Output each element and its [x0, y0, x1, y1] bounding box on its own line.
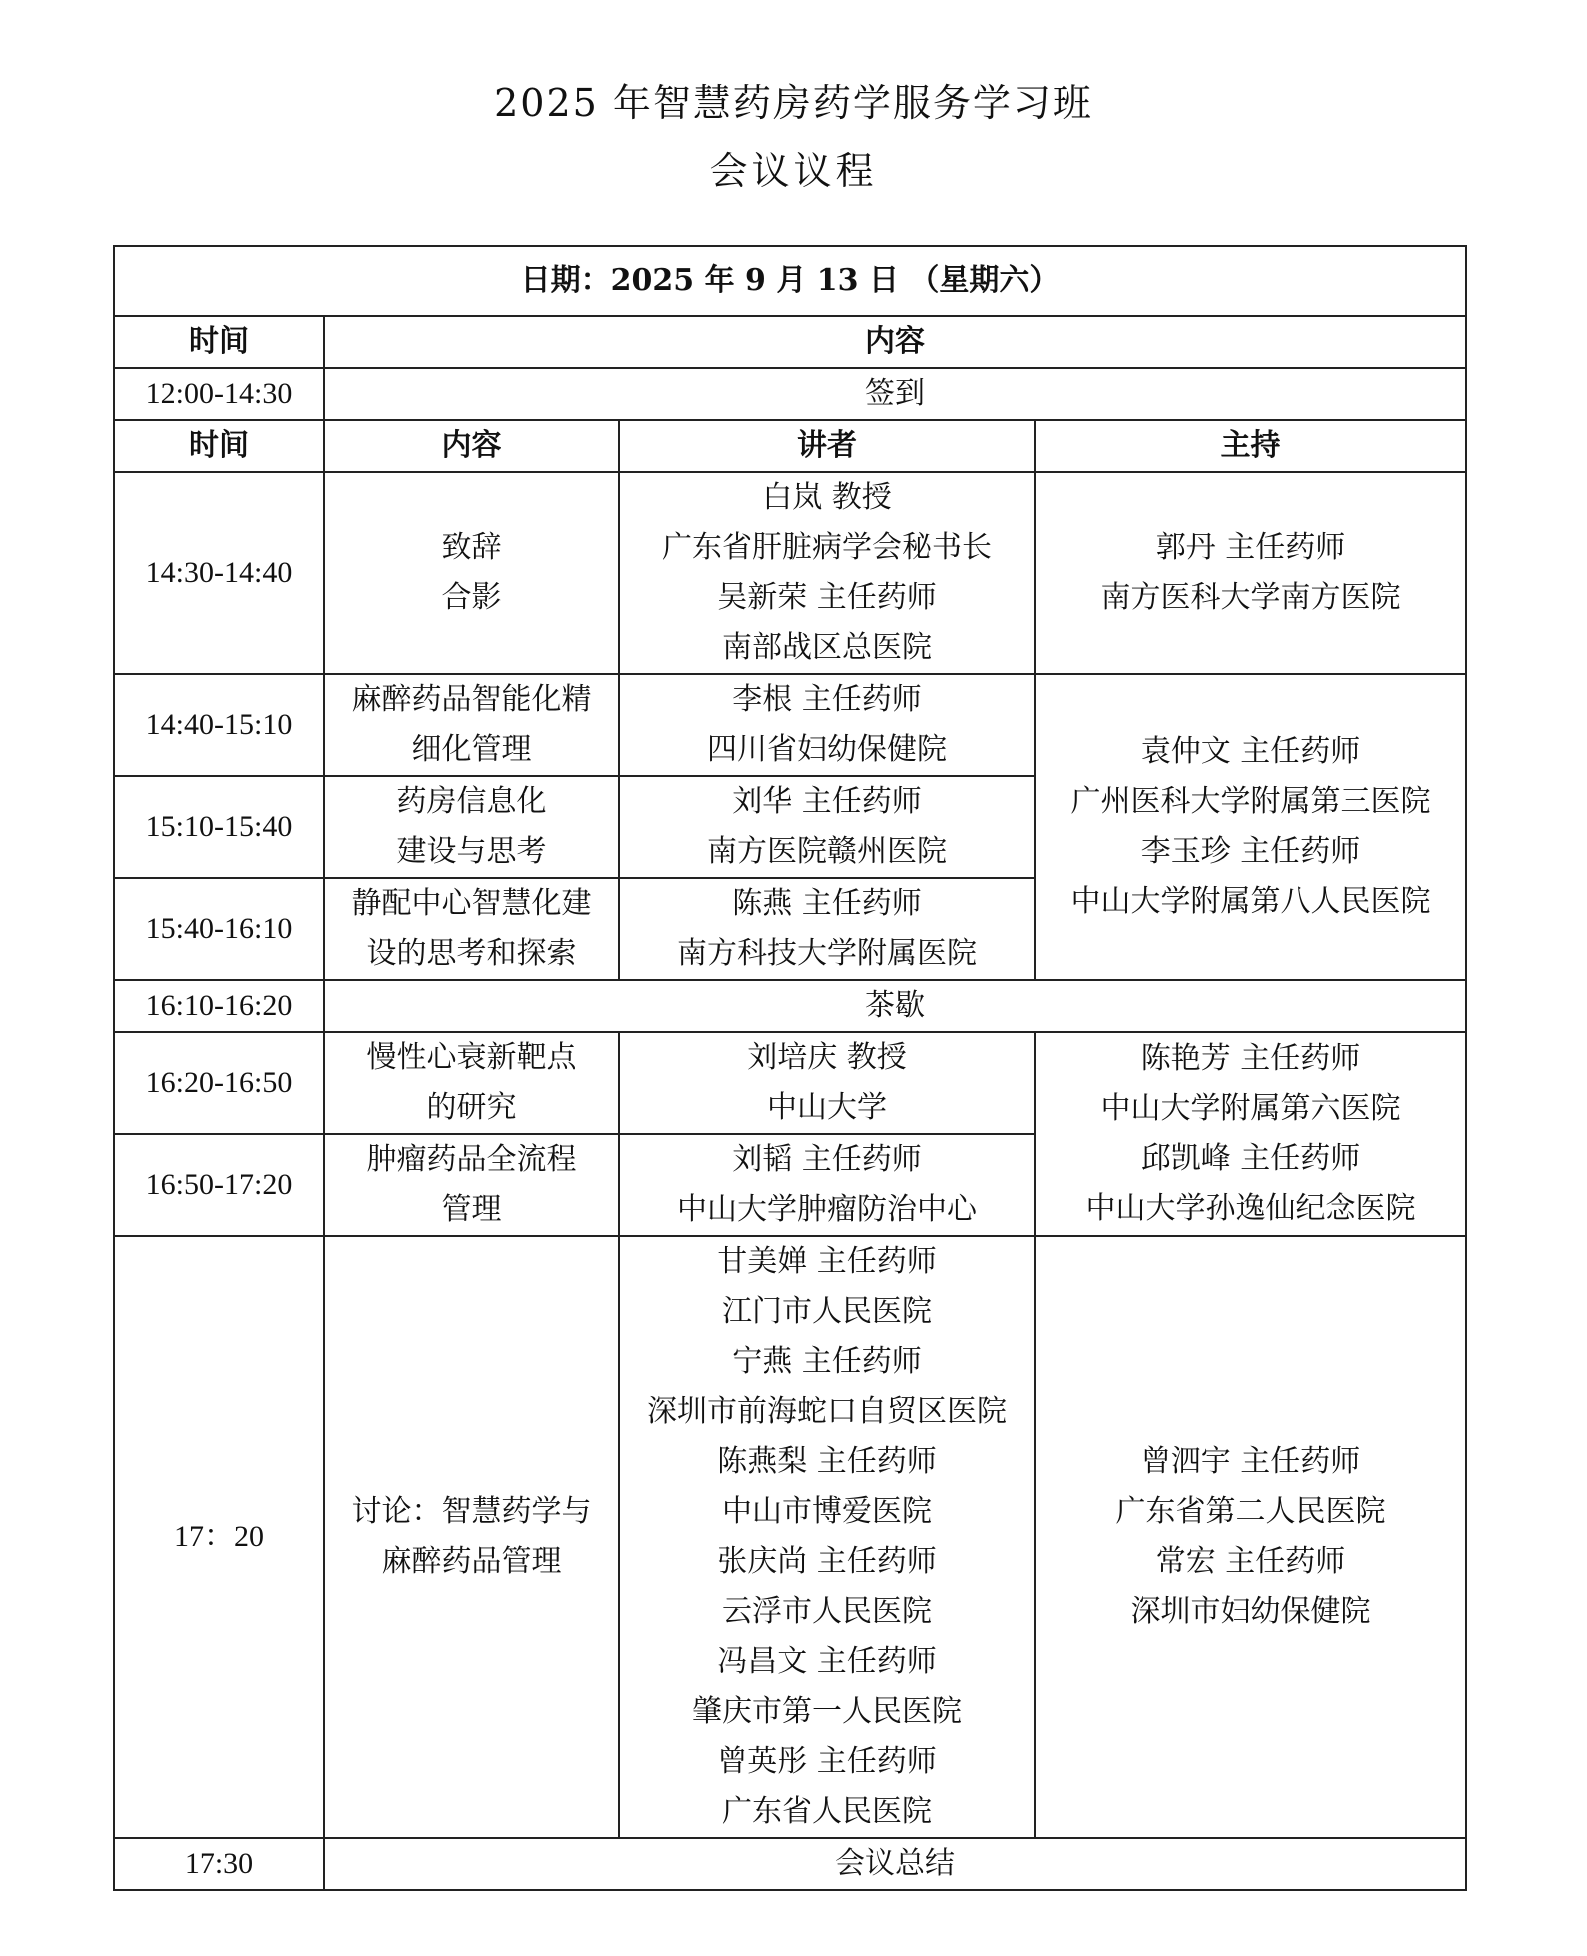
speaker-line: 中山市博爱医院	[722, 1494, 932, 1529]
speaker-line: 深圳市前海蛇口自贸区医院	[647, 1394, 1007, 1429]
speaker-line: 南方科技大学附属医院	[677, 936, 977, 971]
talk-content-line: 静配中心智慧化建	[351, 886, 592, 921]
host-line: 常宏 主任药师	[1155, 1544, 1346, 1579]
session2-host-cell	[1035, 1032, 1466, 1236]
discussion-content-line: 讨论：智慧药学与	[351, 1494, 592, 1529]
document-title: 2025 年智慧药房药学服务学习班	[494, 81, 1093, 125]
opening-content-cell	[324, 472, 619, 674]
host-line: 广东省第二人民医院	[1115, 1494, 1386, 1529]
speaker-line: 刘培庆 教授	[747, 1040, 907, 1075]
talk-content-line: 的研究	[426, 1090, 517, 1125]
speaker-line: 吴新荣 主任药师	[717, 580, 937, 615]
date-cell: 日期：2025 年 9 月 13 日 （星期六）	[114, 246, 1466, 316]
talk-content-cell	[324, 1134, 619, 1236]
checkin-row	[114, 368, 1466, 420]
host-line: 陈艳芳 主任药师	[1140, 1041, 1361, 1076]
column-header-row	[114, 420, 1466, 472]
talk-content-line: 肿瘤药品全流程	[366, 1142, 577, 1177]
opening-row	[114, 472, 1466, 674]
talk-time-cell: 15:40-16:10	[114, 878, 324, 980]
talk-content-line: 麻醉药品智能化精	[351, 682, 592, 717]
talk-content-cell	[324, 878, 619, 980]
host-line: 南方医科大学南方医院	[1100, 580, 1401, 615]
opening-content-line: 致辞	[441, 530, 502, 565]
talk-speaker-cell	[619, 1134, 1035, 1236]
speaker-line: 中山大学肿瘤防治中心	[677, 1192, 977, 1227]
talk-content-cell	[324, 674, 619, 776]
speaker-line: 中山大学	[767, 1090, 887, 1125]
speaker-line: 广东省肝脏病学会秘书长	[662, 530, 992, 565]
speaker-line: 张庆尚 主任药师	[717, 1544, 937, 1579]
break-row	[114, 980, 1466, 1032]
column-header-content: 内容	[324, 420, 619, 472]
discussion-row	[114, 1236, 1466, 1838]
speaker-line: 广东省人民医院	[722, 1794, 932, 1829]
discussion-host-cell	[1035, 1236, 1466, 1838]
opening-host-cell	[1035, 472, 1466, 674]
session1-talk-row	[114, 674, 1466, 776]
header-content-cell: 内容	[324, 316, 1466, 368]
column-header-time: 时间	[114, 420, 324, 472]
talk-content-cell	[324, 1032, 619, 1134]
speaker-line: 刘韬 主任药师	[732, 1142, 922, 1177]
talk-time-cell: 16:20-16:50	[114, 1032, 324, 1134]
break-content-cell: 茶歇	[324, 980, 1466, 1032]
host-line: 中山大学附属第六医院	[1100, 1091, 1401, 1126]
talk-speaker-cell	[619, 1032, 1035, 1134]
host-line: 郭丹 主任药师	[1155, 530, 1346, 565]
speaker-line: 陈燕 主任药师	[732, 886, 922, 921]
break-time-cell: 16:10-16:20	[114, 980, 324, 1032]
host-line: 袁仲文 主任药师	[1140, 734, 1361, 769]
column-header-speaker: 讲者	[619, 420, 1035, 472]
discussion-speaker-cell	[619, 1236, 1035, 1838]
discussion-time-cell: 17：20	[114, 1236, 324, 1838]
discussion-content-cell	[324, 1236, 619, 1838]
speaker-line: 肇庆市第一人民医院	[692, 1694, 962, 1729]
host-line: 李玉珍 主任药师	[1140, 834, 1361, 869]
checkin-content-cell: 签到	[324, 368, 1466, 420]
talk-content-line: 管理	[441, 1192, 502, 1227]
speaker-line: 南部战区总医院	[722, 630, 932, 665]
speaker-line: 冯昌文 主任药师	[717, 1644, 937, 1679]
host-line: 中山大学附属第八人民医院	[1070, 884, 1431, 919]
talk-content-line: 设的思考和探索	[366, 936, 577, 971]
session1-host-cell	[1035, 674, 1466, 980]
speaker-line: 宁燕 主任药师	[732, 1344, 922, 1379]
host-line: 曾泗宇 主任药师	[1140, 1444, 1361, 1479]
talk-speaker-cell	[619, 776, 1035, 878]
opening-time-cell: 14:30-14:40	[114, 472, 324, 674]
speaker-line: 陈燕梨 主任药师	[717, 1444, 937, 1479]
checkin-time-cell: 12:00-14:30	[114, 368, 324, 420]
host-line: 中山大学孙逸仙纪念医院	[1085, 1191, 1416, 1226]
speaker-line: 李根 主任药师	[732, 682, 922, 717]
talk-speaker-cell	[619, 878, 1035, 980]
talk-content-cell	[324, 776, 619, 878]
header-time-cell: 时间	[114, 316, 324, 368]
talk-content-line: 慢性心衰新靶点	[366, 1040, 577, 1075]
talk-time-cell: 16:50-17:20	[114, 1134, 324, 1236]
talk-speaker-cell	[619, 674, 1035, 776]
discussion-content-line: 麻醉药品管理	[381, 1544, 562, 1579]
closing-time-cell: 17:30	[114, 1838, 324, 1890]
host-line: 邱凯峰 主任药师	[1140, 1141, 1361, 1176]
speaker-line: 云浮市人民医院	[722, 1594, 932, 1629]
speaker-line: 白岚 教授	[762, 480, 892, 515]
speaker-line: 四川省妇幼保健院	[707, 732, 947, 767]
opening-speaker-cell	[619, 472, 1035, 674]
session2-talk-row	[114, 1032, 1466, 1134]
opening-content-line: 合影	[441, 580, 502, 615]
talk-content-line: 建设与思考	[396, 834, 547, 869]
speaker-line: 曾英彤 主任药师	[717, 1744, 937, 1779]
column-header-host: 主持	[1035, 420, 1466, 472]
closing-content-cell: 会议总结	[324, 1838, 1466, 1890]
talk-time-cell: 15:10-15:40	[114, 776, 324, 878]
host-line: 深圳市妇幼保健院	[1130, 1594, 1371, 1629]
top-header-row	[114, 316, 1466, 368]
document-subtitle: 会议议程	[709, 149, 878, 193]
speaker-line: 甘美婵 主任药师	[717, 1244, 937, 1279]
speaker-line: 江门市人民医院	[722, 1294, 932, 1329]
speaker-line: 刘华 主任药师	[732, 784, 922, 819]
talk-time-cell: 14:40-15:10	[114, 674, 324, 776]
date-row	[114, 246, 1466, 316]
host-line: 广州医科大学附属第三医院	[1070, 784, 1431, 819]
talk-content-line: 药房信息化	[396, 784, 547, 819]
speaker-line: 南方医院赣州医院	[707, 834, 947, 869]
talk-content-line: 细化管理	[411, 732, 532, 767]
closing-row	[114, 1838, 1466, 1890]
agenda-table	[113, 245, 1467, 1891]
